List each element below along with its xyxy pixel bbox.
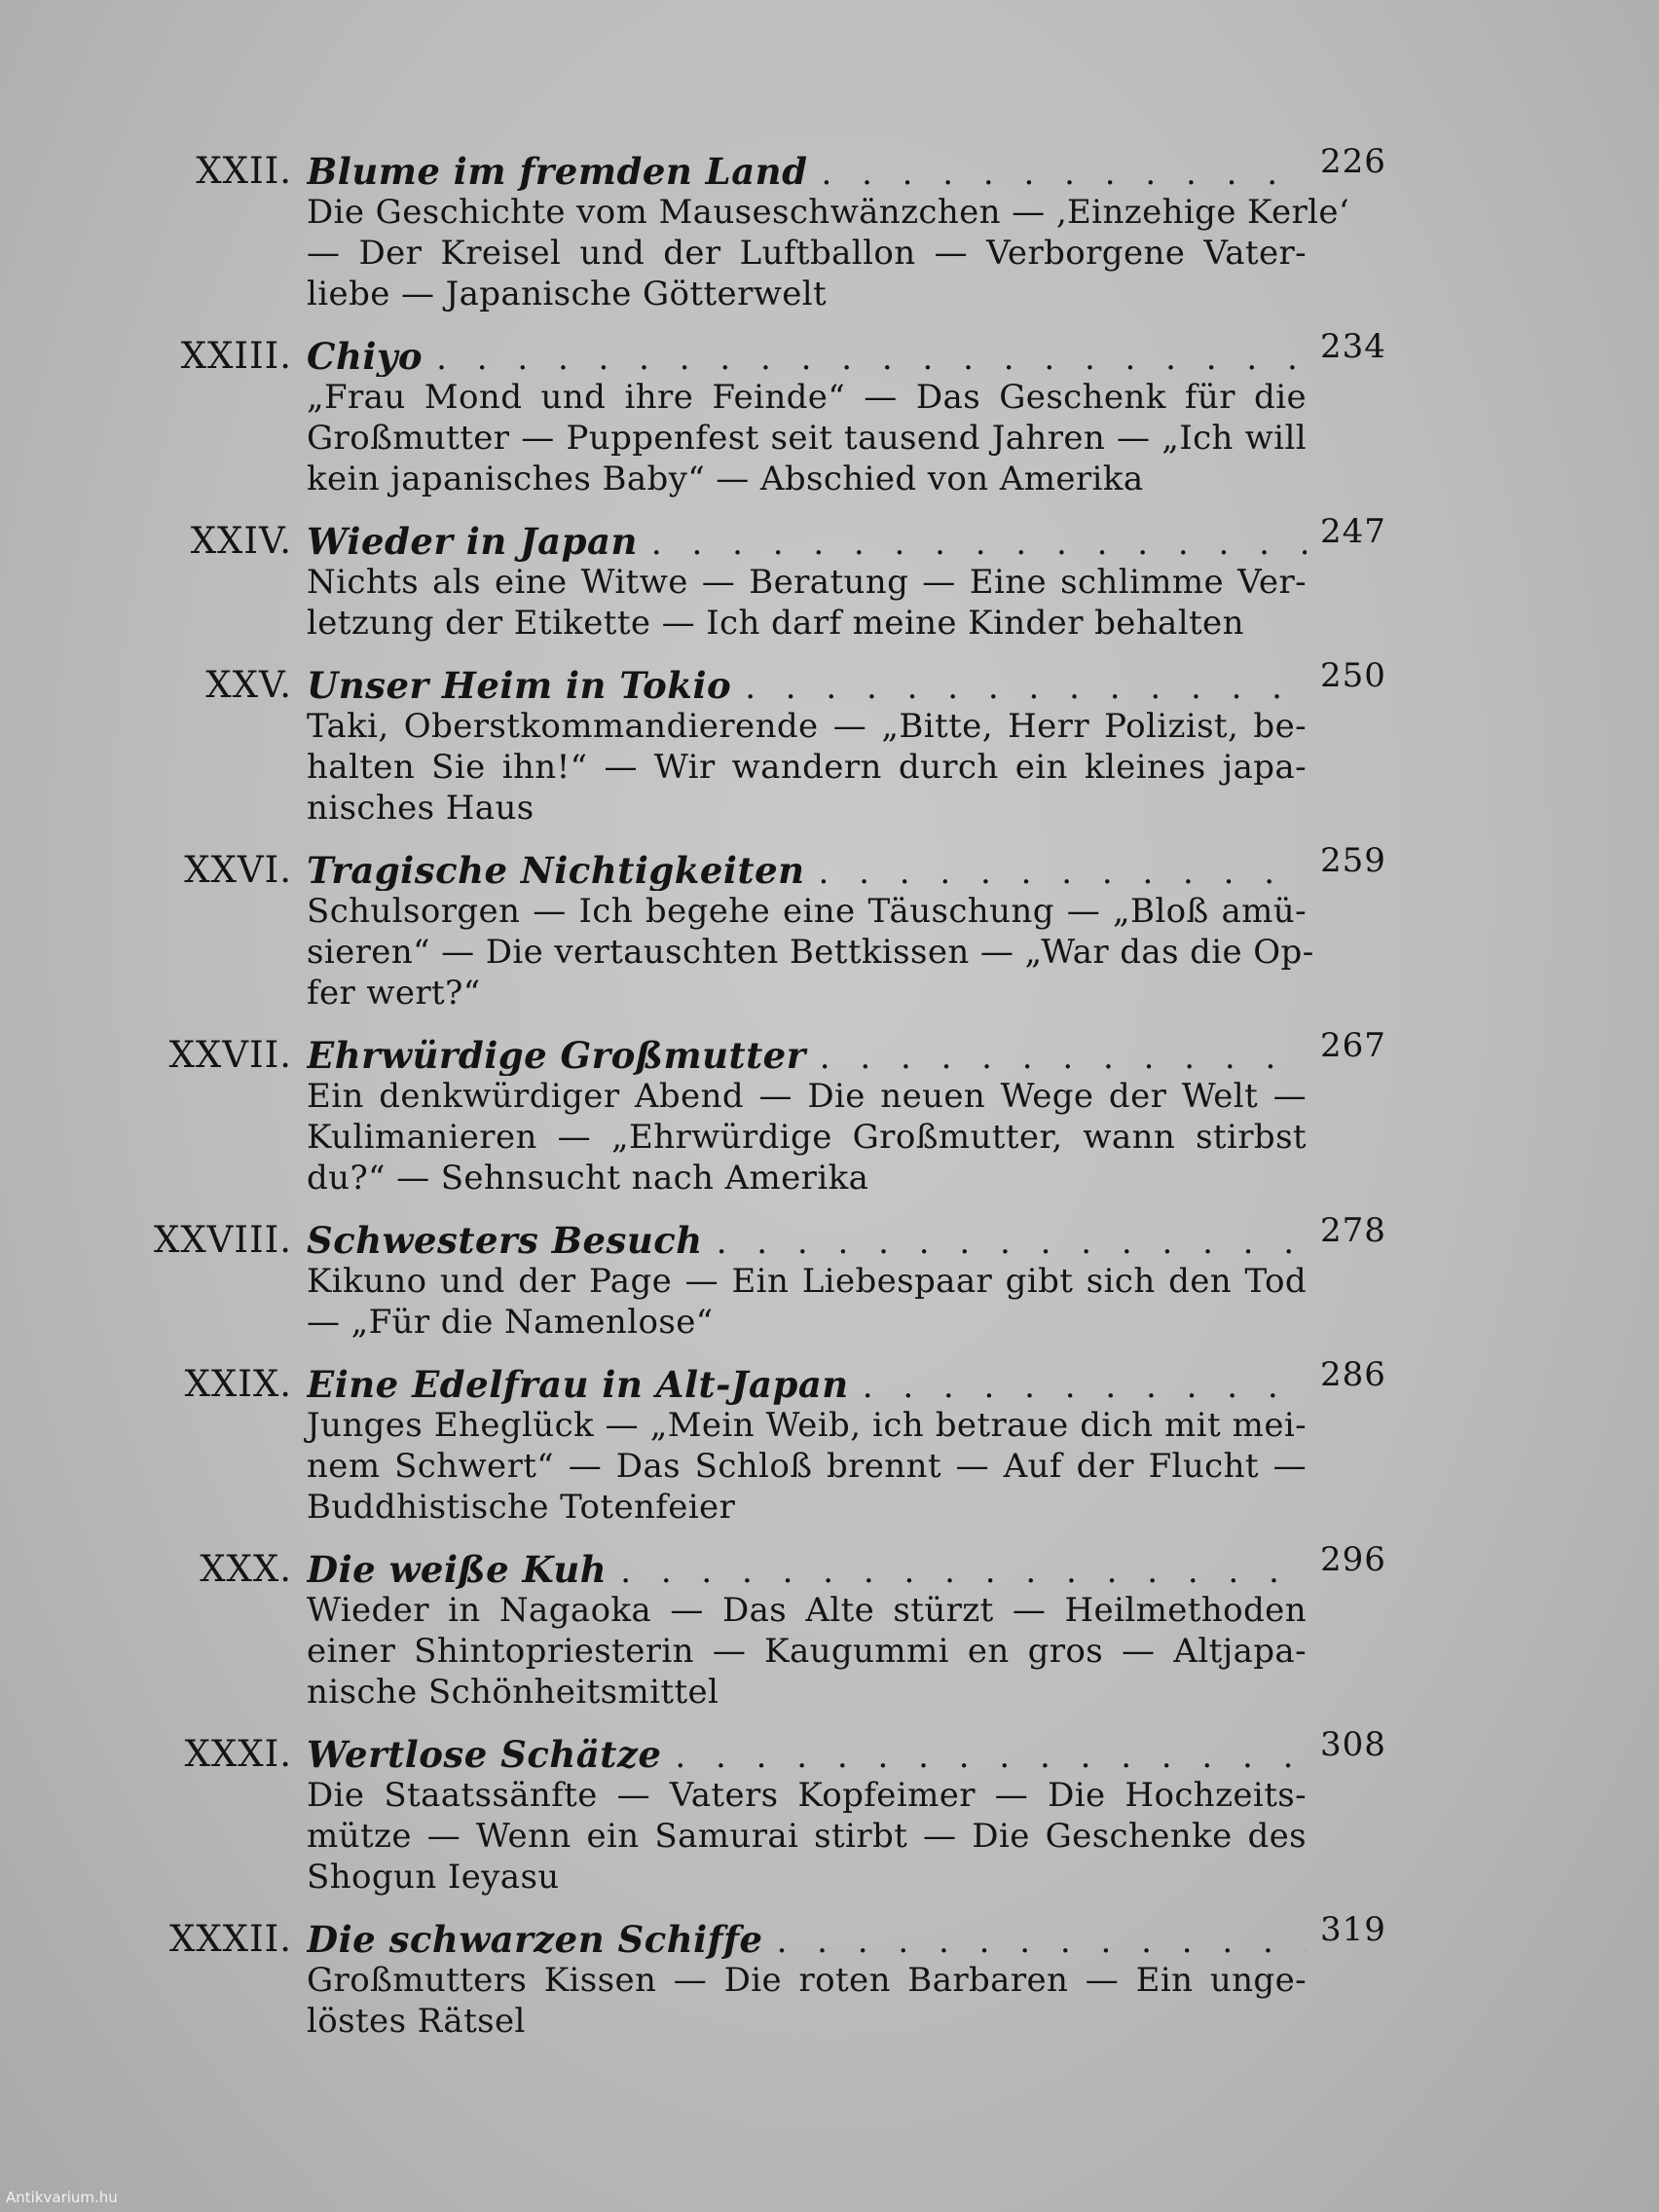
summary-line: Großmutters Kissen — Die roten Barbaren — Ein unge-: [307, 1961, 1307, 2000]
summary-line: — Der Kreisel und der Luftballon — Verborgene Vater-: [307, 234, 1307, 273]
dot-leader: [807, 153, 1307, 192]
summary-line: du?“ — Sehnsucht nach Amerika: [307, 1159, 869, 1198]
toc-entry-heading: [0, 327, 1659, 377]
toc-entry: [0, 327, 1659, 499]
summary-line: nisches Haus: [307, 789, 535, 828]
summary-line: liebe — Japanische Götterwelt: [307, 275, 828, 313]
toc-entry: [0, 841, 1659, 1014]
toc-entry-heading: [0, 656, 1659, 706]
page-number: 319: [1320, 1910, 1386, 1949]
summary-line: nische Schönheitsmittel: [307, 1673, 719, 1712]
chapter-numeral: XXVII.: [168, 1034, 292, 1076]
chapter-numeral: XXXI.: [184, 1733, 292, 1775]
chapter-summary: [307, 562, 1307, 644]
chapter-title: Schwesters Besuch: [307, 1220, 703, 1261]
toc-entry-heading: [0, 512, 1659, 562]
dot-leader: [805, 852, 1307, 891]
dot-leader: [731, 667, 1307, 706]
chapter-title: Wieder in Japan: [307, 521, 638, 562]
toc-entry: [0, 1725, 1659, 1898]
chapter-title-line: [307, 1364, 1307, 1405]
chapter-numeral: XXIII.: [180, 335, 292, 377]
chapter-title: Eine Edelfrau in Alt-Japan: [307, 1364, 849, 1405]
summary-line: sieren“ — Die vertauschten Bettkissen — „War das die Op-: [307, 933, 1314, 972]
summary-line: Schulsorgen — Ich begehe eine Täuschung — „Bloß amü-: [307, 892, 1307, 931]
dot-leader: [638, 523, 1307, 562]
page-number: 286: [1320, 1355, 1386, 1394]
dot-leader: [763, 1921, 1307, 1960]
chapter-title-line: [307, 1919, 1307, 1960]
toc-entry-heading: [0, 1026, 1659, 1076]
chapter-summary: [307, 377, 1307, 499]
chapter-numeral: XXV.: [205, 664, 292, 706]
chapter-title-line: [307, 1220, 1307, 1261]
chapter-summary: [307, 1405, 1307, 1528]
chapter-title: Wertlose Schätze: [307, 1734, 662, 1775]
chapter-numeral: XXII.: [196, 150, 292, 192]
chapter-title-line: [307, 850, 1307, 891]
summary-line: fer wert?“: [307, 974, 481, 1013]
summary-line: Wieder in Nagaoka — Das Alte stürzt — Heilmethoden: [307, 1591, 1307, 1630]
summary-line: Nichts als eine Witwe — Beratung — Eine schlimme Ver-: [307, 563, 1307, 602]
toc-entry: [0, 1211, 1659, 1343]
toc-entry: [0, 1540, 1659, 1713]
summary-line: halten Sie ihn!“ — Wir wandern durch ein kleines japa-: [307, 748, 1307, 787]
page-number: 250: [1320, 656, 1386, 695]
toc-entry: [0, 1910, 1659, 2042]
chapter-summary: [307, 1960, 1307, 2042]
chapter-summary: [307, 891, 1314, 1014]
chapter-title-line: [307, 1549, 1307, 1590]
summary-line: Großmutter — Puppenfest seit tausend Jahren — „Ich will: [307, 419, 1307, 458]
dot-leader: [849, 1366, 1307, 1405]
summary-line: Kikuno und der Page — Ein Liebespaar gibt sich den Tod: [307, 1262, 1307, 1301]
chapter-title: Unser Heim in Tokio: [307, 665, 732, 706]
toc-entry-heading: [0, 1355, 1659, 1405]
summary-line: Taki, Oberstkommandierende — „Bitte, Herr Polizist, be-: [307, 707, 1307, 746]
summary-line: Junges Eheglück — „Mein Weib, ich betraue dich mit mei-: [307, 1406, 1307, 1445]
chapter-title: Chiyo: [307, 336, 424, 377]
page-number: 234: [1320, 327, 1386, 366]
table-of-contents: [0, 142, 1659, 2063]
chapter-summary: [307, 706, 1307, 829]
page-number: 226: [1320, 142, 1386, 181]
dot-leader: [806, 1037, 1307, 1076]
toc-entry: [0, 1026, 1659, 1198]
toc-entry: [0, 1355, 1659, 1528]
watermark: Antikvarium.hu: [6, 2189, 118, 2206]
page-number: 308: [1320, 1725, 1386, 1764]
page-number: 296: [1320, 1540, 1386, 1579]
toc-entry: [0, 656, 1659, 829]
chapter-title: Tragische Nichtigkeiten: [307, 850, 805, 891]
toc-entry-heading: [0, 1910, 1659, 1960]
toc-entry: [0, 142, 1659, 314]
chapter-summary: [307, 1076, 1307, 1198]
toc-entry-heading: [0, 1540, 1659, 1590]
chapter-title: Ehrwürdige Großmutter: [307, 1035, 806, 1076]
toc-entry-heading: [0, 841, 1659, 891]
page-number: 247: [1320, 512, 1386, 551]
chapter-title-line: [307, 1734, 1307, 1775]
summary-line: Buddhistische Totenfeier: [307, 1488, 736, 1527]
summary-line: Shogun Ieyasu: [307, 1858, 560, 1897]
summary-line: einer Shintopriesterin — Kaugummi en gros — Altjapa-: [307, 1632, 1307, 1671]
chapter-title: Die weiße Kuh: [307, 1549, 608, 1590]
chapter-summary: [307, 1775, 1307, 1898]
chapter-title-line: [307, 521, 1307, 562]
chapter-numeral: XXVIII.: [153, 1219, 292, 1261]
dot-leader: [703, 1222, 1307, 1261]
chapter-title: Blume im fremden Land: [307, 151, 808, 192]
summary-line: Die Geschichte vom Mauseschwänzchen — ‚Einzehige Kerle‘: [307, 193, 1350, 232]
chapter-summary: [307, 1261, 1307, 1343]
summary-line: kein japanisches Baby“ — Abschied von Amerika: [307, 460, 1144, 498]
summary-line: — „Für die Namenlose“: [307, 1303, 714, 1342]
chapter-title: Die schwarzen Schiffe: [307, 1919, 763, 1960]
page-number: 278: [1320, 1211, 1386, 1250]
summary-line: löstes Rätsel: [307, 2002, 526, 2041]
page-number: 259: [1320, 841, 1386, 880]
summary-line: letzung der Etikette — Ich darf meine Kinder behalten: [307, 604, 1244, 643]
chapter-title-line: [307, 151, 1307, 192]
toc-entry-heading: [0, 1725, 1659, 1775]
dot-leader: [423, 338, 1307, 377]
chapter-summary: [307, 1590, 1307, 1713]
chapter-title-line: [307, 336, 1307, 377]
summary-line: „Frau Mond und ihre Feinde“ — Das Geschenk für die: [307, 378, 1307, 417]
chapter-numeral: XXVI.: [184, 849, 292, 891]
summary-line: Ein denkwürdiger Abend — Die neuen Wege der Welt —: [307, 1077, 1307, 1116]
summary-line: Kulimanieren — „Ehrwürdige Großmutter, wann stirbst: [307, 1118, 1307, 1157]
chapter-numeral: XXXII.: [168, 1918, 292, 1960]
chapter-title-line: [307, 1035, 1307, 1076]
page-number: 267: [1320, 1026, 1386, 1065]
chapter-summary: [307, 192, 1350, 314]
toc-entry: [0, 512, 1659, 644]
chapter-title-line: [307, 665, 1307, 706]
summary-line: mütze — Wenn ein Samurai stirbt — Die Geschenke des: [307, 1817, 1307, 1856]
toc-entry-heading: [0, 142, 1659, 192]
summary-line: nem Schwert“ — Das Schloß brennt — Auf der Flucht —: [307, 1447, 1307, 1486]
dot-leader: [661, 1736, 1307, 1775]
toc-entry-heading: [0, 1211, 1659, 1261]
chapter-numeral: XXX.: [200, 1548, 292, 1590]
summary-line: Die Staatssänfte — Vaters Kopfeimer — Die Hochzeits-: [307, 1776, 1307, 1815]
chapter-numeral: XXIX.: [184, 1363, 292, 1405]
dot-leader: [607, 1551, 1307, 1590]
chapter-numeral: XXIV.: [190, 520, 292, 562]
